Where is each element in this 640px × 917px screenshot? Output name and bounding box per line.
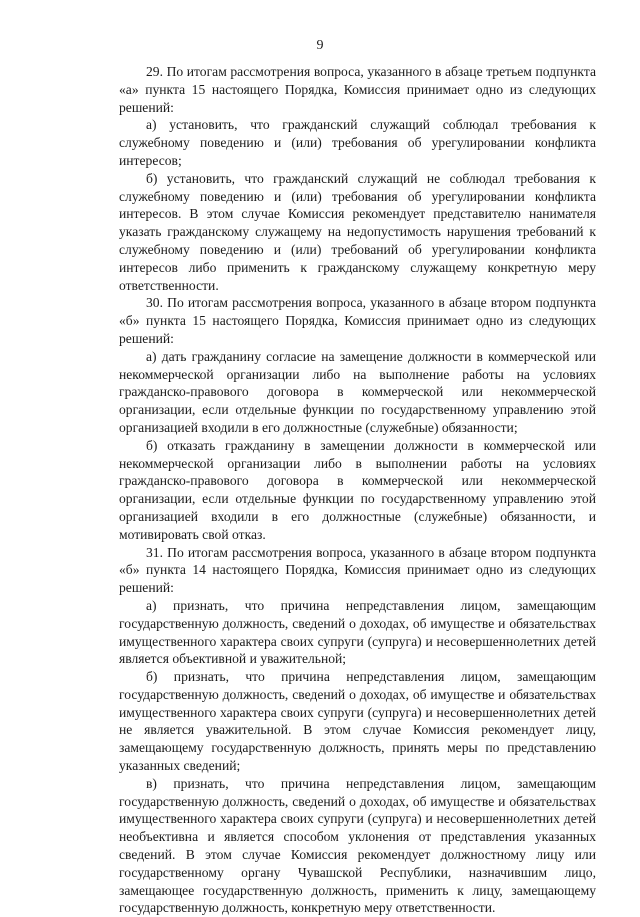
page-number: 9: [316, 38, 324, 53]
paragraph-30-a: а) дать гражданину согласие на замещение должности в коммерческой или некоммерческой организации либо на выполнение работы на условиях гражданско-правового договора в коммерческой или некоммерческой организации, если отдельные функции по государственному управлению этой организацией входили в его должностные (служебные) обязанности;: [119, 348, 596, 435]
document-body: [119, 63, 596, 917]
paragraph-30: 30. По итогам рассмотрения вопроса, указанного в абзаце втором подпункта «б» пункта 15 настоящего Порядка, Комиссия принимает одно из следующих решений:: [119, 295, 596, 346]
paragraph-31-v: в) признать, что причина непредставления лицом, замещающим государственную должность, сведений о доходах, об имуществе и обязательствах имущественного характера своих супруги (супруга) и несовершеннолетних детей необъективна и является способом уклонения от представления указанных сведений. В этом случае Комиссия рекомендует должностному лицу или государственному органу Чувашской Республики, назначившим лицо, замещающее государственную должность, применить к лицу, замещающему государственную должность, конкретную меру ответственности.: [119, 775, 596, 916]
paragraph-29: 29. По итогам рассмотрения вопроса, указанного в абзаце третьем подпункта «а» пункта 15 настоящего Порядка, Комиссия принимает одно из следующих решений:: [119, 64, 596, 115]
paragraph-29-a: а) установить, что гражданский служащий соблюдал требования к служебному поведению и (или) требования об урегулировании конфликта интересов;: [119, 117, 596, 168]
paragraph-31: 31. По итогам рассмотрения вопроса, указанного в абзаце втором подпункта «б» пункта 14 настоящего Порядка, Комиссия принимает одно из следующих решений:: [119, 544, 596, 596]
paragraph-31-a: а) признать, что причина непредставления лицом, замещающим государственную должность, сведений о доходах, об имуществе и обязательствах имущественного характера своих супруги (супруга) и несовершеннолетних детей является объективной и уважительной;: [119, 597, 596, 667]
paragraph-30-b: б) отказать гражданину в замещении должности в коммерческой или некоммерческой организации либо в выполнении работы на условиях гражданско-правового договора в коммерческой или некоммерческой организации, если отдельные функции по государственному управлению этой организацией входили в его должностные (служебные) обязанности, и мотивировать свой отказ.: [119, 437, 596, 542]
paragraph-31-b: б) признать, что причина непредставления лицом, замещающим государственную должность, сведений о доходах, об имуществе и обязательствах имущественного характера своих супруги (супруга) и несовершеннолетних детей не является уважительной. В этом случае Комиссия рекомендует лицу, замещающему государственную должность, принять меры по представлению указанных сведений;: [119, 669, 596, 774]
paragraph-29-b: б) установить, что гражданский служащий не соблюдал требования к служебному поведению и (или) требования об урегулировании конфликта интересов. В этом случае Комиссия рекомендует представителю нанимателя указать гражданскому служащему на недопустимость нарушения требований к служебному поведению и (или) требований об урегулировании конфликта интересов либо применить к гражданскому служащему конкретную меру ответственности.: [119, 170, 596, 293]
